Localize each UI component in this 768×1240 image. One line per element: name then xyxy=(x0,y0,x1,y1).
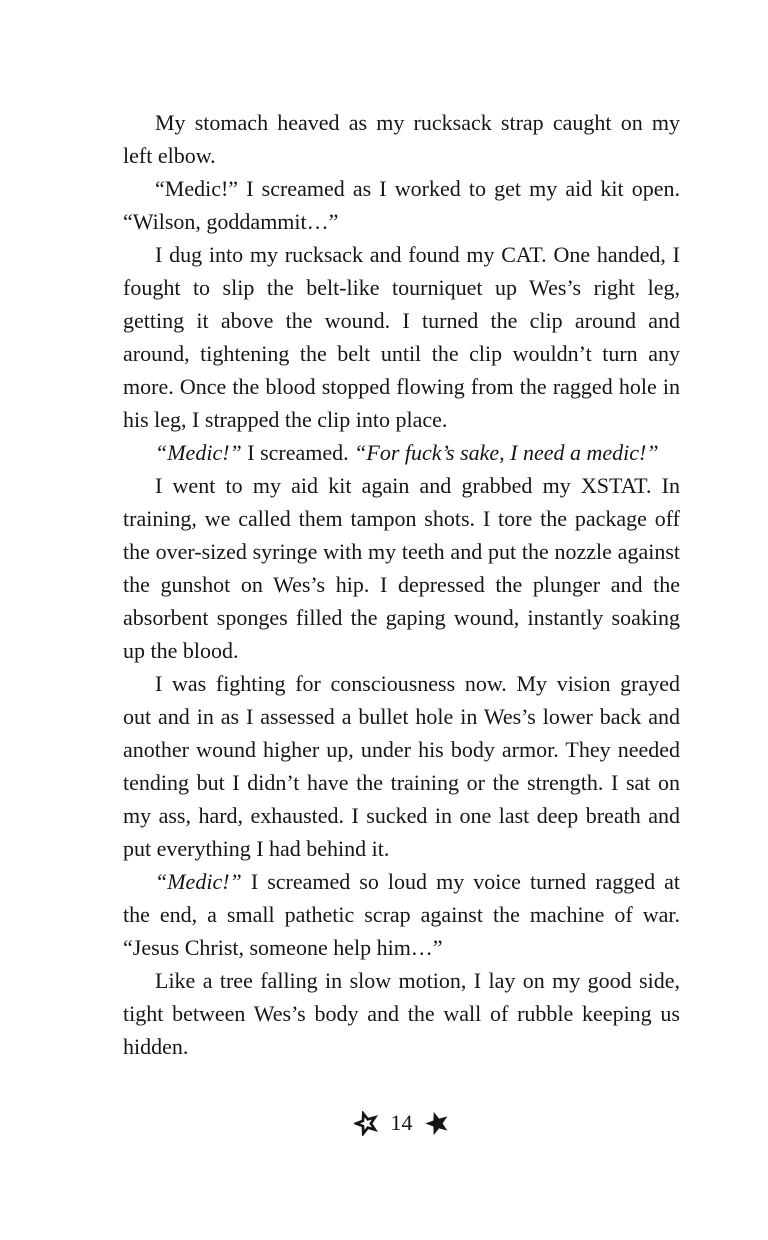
paragraph xyxy=(123,238,680,436)
page-number: 14 xyxy=(390,1110,413,1135)
body-text: I screamed. xyxy=(241,440,355,465)
star-filled-icon xyxy=(425,1111,450,1136)
paragraph xyxy=(123,964,680,1063)
paragraph xyxy=(123,667,680,865)
body-text: My stomach heaved as my rucksack strap caught on my left elbow. xyxy=(123,110,680,168)
body-text: I went to my aid kit again and grabbed my XSTAT. In training, we called them tampon shots. I tore the package off the over-sized syringe with my teeth and put the nozzle against the gunshot on Wes’s hip. I depressed the plunger and the absorbent sponges filled the gaping wound, instantly soaking up the blood. xyxy=(123,473,680,663)
italic-text: “Medic!” xyxy=(155,440,242,465)
page-footer xyxy=(123,1110,680,1136)
body-text: I was fighting for consciousness now. My vision grayed out and in as I assessed a bullet hole in Wes’s lower back and another wound higher up, under his body armor. They needed tending but I didn’t have the training or the strength. I sat on my ass, hard, exhausted. I sucked in one last deep breath and put everything I had behind it. xyxy=(123,671,680,861)
paragraph xyxy=(123,469,680,667)
paragraph xyxy=(123,436,680,469)
italic-text: “Medic!” xyxy=(155,869,242,894)
star-outline-icon xyxy=(354,1111,379,1136)
paragraph xyxy=(123,172,680,238)
body-text: “Medic!” I screamed as I worked to get my aid kit open. “Wilson, goddammit…” xyxy=(123,176,680,234)
body-text: I screamed so loud my voice turned ragged at the end, a small pathetic scrap against the machine of war. “Jesus Christ, someone help him…” xyxy=(123,869,680,960)
italic-text: “For fuck’s sake, I need a medic!” xyxy=(354,440,659,465)
body-text: I dug into my rucksack and found my CAT. One handed, I fought to slip the belt-like tourniquet up Wes’s right leg, getting it above the wound. I turned the clip around and around, tightening the belt until the clip wouldn’t turn any more. Once the blood stopped flowing from the ragged hole in his leg, I strapped the clip into place. xyxy=(123,242,680,432)
body-text: Like a tree falling in slow motion, I lay on my good side, tight between Wes’s body and the wall of rubble keeping us hidden. xyxy=(123,968,680,1059)
page-text xyxy=(123,106,680,1063)
paragraph xyxy=(123,106,680,172)
paragraph xyxy=(123,865,680,964)
